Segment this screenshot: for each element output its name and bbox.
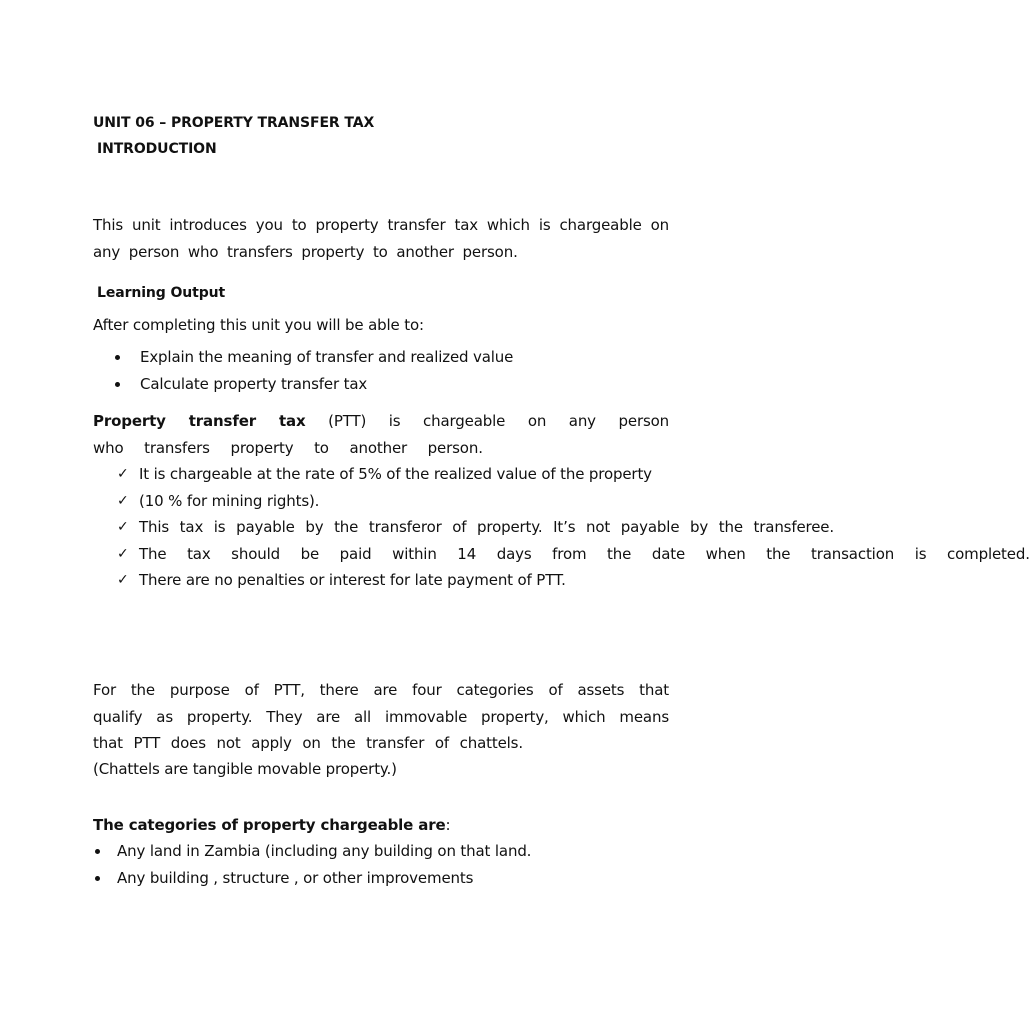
list-item-text: There are no penalties or interest for late payment of PTT.	[139, 571, 566, 589]
unit-title: UNIT 06 – PROPERTY TRANSFER TAX	[93, 115, 375, 131]
learning-lead: After completing this unit you will be able to:	[93, 316, 424, 334]
categories-heading	[93, 812, 669, 839]
categories-heading-colon: :	[445, 816, 451, 834]
list-item-text: Any land in Zambia (including any building on that land.	[117, 842, 532, 860]
bullet-icon	[95, 876, 100, 881]
list-item	[115, 371, 513, 398]
learning-output-heading: Learning Output	[97, 285, 226, 301]
bullet-icon	[115, 382, 120, 387]
intro-heading: INTRODUCTION	[97, 141, 217, 157]
intro-paragraph: This unit introduces you to property transfer tax which is chargeable on any person who transfers property to another person.	[93, 216, 669, 261]
list-item	[93, 838, 531, 865]
check-mark-icon: ✓	[117, 545, 129, 562]
categories-heading-text: The categories of property chargeable are	[93, 816, 446, 834]
check-mark-icon: ✓	[117, 492, 129, 509]
ptt-term: Property transfer tax	[93, 412, 306, 430]
check-mark-icon: ✓	[117, 466, 129, 482]
list-item-text: The tax should be paid within 14 days from the date when the transaction is completed.	[139, 544, 1030, 563]
list-item	[115, 344, 513, 371]
list-item	[93, 865, 531, 892]
ptt-definition-text: (PTT) is chargeable on any person who transfers property to another person.	[93, 412, 670, 457]
list-item	[117, 461, 669, 488]
chattels-note: (Chattels are tangible movable property.)	[93, 760, 397, 778]
categories-paragraph: For the purpose of PTT, there are four categories of assets that qualify as property. They are all immovable property, which means that PTT does not apply on the transfer of chattels.	[93, 681, 669, 752]
list-item-text: (10 % for mining rights).	[139, 491, 320, 510]
list-item	[117, 514, 835, 541]
list-item	[117, 541, 1030, 568]
list-item	[117, 488, 669, 515]
list-item-text: Any building , structure , or other improvements	[117, 868, 474, 887]
bullet-icon	[95, 849, 100, 854]
check-mark-icon: ✓	[117, 572, 129, 588]
list-item-text: It is chargeable at the rate of 5% of the realized value of the property	[139, 465, 652, 483]
ptt-checklist	[117, 461, 1030, 594]
list-item-text: This tax is payable by the transferor of property. It’s not payable by the transferee.	[139, 518, 835, 536]
ptt-definition-paragraph	[93, 408, 669, 461]
list-item	[117, 567, 669, 594]
bullet-icon	[115, 355, 120, 360]
list-item-text: Calculate property transfer tax	[140, 374, 368, 393]
list-item-text: Explain the meaning of transfer and realized value	[140, 348, 514, 366]
learning-bullet-list	[115, 344, 513, 397]
category-bullet-list	[93, 838, 531, 891]
check-mark-icon: ✓	[117, 519, 129, 535]
